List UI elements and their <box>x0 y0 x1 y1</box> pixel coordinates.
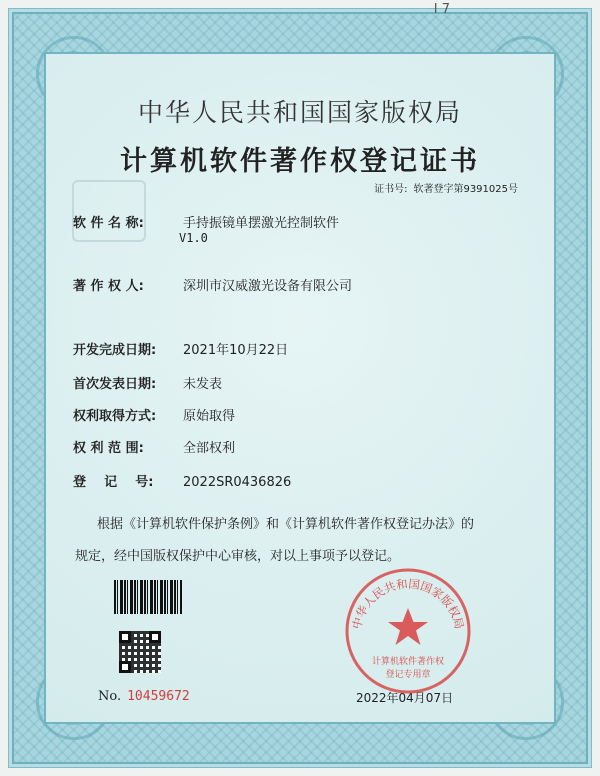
certificate-number <box>368 180 518 195</box>
field-value: 2022SR0436826 <box>183 475 292 490</box>
field-value: 深圳市汉威激光设备有限公司 <box>183 279 353 294</box>
serial-value: 10459672 <box>127 689 190 704</box>
field-label: 开发完成日期: <box>73 343 157 358</box>
certificate-number-label: 证书号: <box>374 184 408 195</box>
field-acquisition-method <box>73 405 235 424</box>
watermark-logo <box>72 180 146 242</box>
seal-line-1: 计算机软件著作权 <box>371 657 445 667</box>
field-value: 2021年10月22日 <box>183 343 289 358</box>
handwritten-mark: I 7 <box>433 2 450 17</box>
seal-star-icon <box>388 608 428 645</box>
field-value: 原始取得 <box>183 409 236 424</box>
certificate-number-value: 软著登字第9391025号 <box>413 184 518 195</box>
field-label: 著 作 权 人: <box>73 279 144 294</box>
official-seal <box>343 566 473 696</box>
software-version: V1.0 <box>179 231 208 245</box>
field-value: 未发表 <box>183 377 223 392</box>
issue-date: 2022年04月07日 <box>356 691 454 705</box>
field-completion-date <box>73 339 288 358</box>
statement-line-1: 根据《计算机软件保护条例》和《计算机软件著作权登记办法》的 <box>97 517 475 532</box>
field-label: 权利取得方式: <box>73 409 157 424</box>
statement-line-2: 规定，经中国版权保护中心审核，对以上事项予以登记。 <box>75 549 401 564</box>
field-registration-number <box>73 471 291 490</box>
field-value: 全部权利 <box>183 441 236 456</box>
field-software-name <box>73 212 339 231</box>
field-copyright-owner <box>73 275 352 294</box>
field-publication-date <box>73 373 222 392</box>
field-label: 首次发表日期: <box>73 377 157 392</box>
seal-line-2: 登记专用章 <box>385 670 431 680</box>
certificate-title: 计算机软件著作权登记证书 <box>120 146 480 177</box>
field-value: 手持振镜单摆激光控制软件 <box>183 216 340 231</box>
serial-label: No. <box>98 689 122 704</box>
field-rights-scope <box>73 437 235 456</box>
field-label: 登 记 号: <box>73 475 154 490</box>
issuer-title: 中华人民共和国国家版权局 <box>137 98 462 127</box>
qr-finder <box>119 661 131 673</box>
field-label: 软 件 名 称: <box>73 216 144 231</box>
field-label: 权 利 范 围: <box>73 441 144 456</box>
seal-ring-path: 中华人民共和国国家版权局 <box>349 576 467 631</box>
barcode <box>114 580 182 614</box>
serial-number <box>98 689 190 704</box>
qr-finder <box>119 631 131 643</box>
qr-finder <box>149 631 161 643</box>
